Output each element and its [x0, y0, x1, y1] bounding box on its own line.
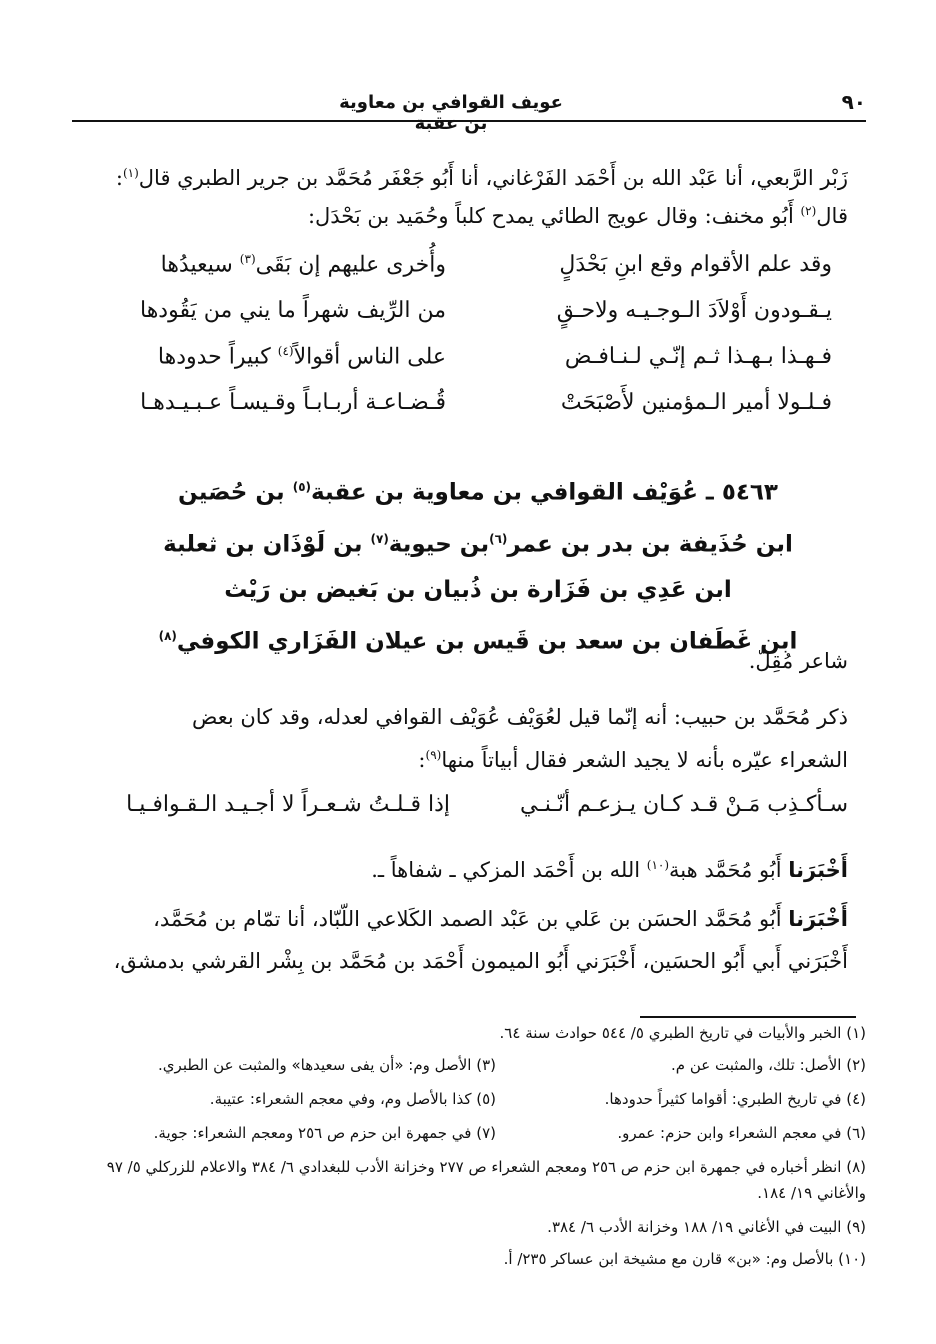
footnote-ref: (٩)	[425, 748, 442, 762]
footnote-6: (٦) في معجم الشعراء وابن حزم: عمرو.	[617, 1124, 866, 1142]
footnote-9: (٩) البيت في الأغاني ١٩/ ١٨٨ وخزانة الأدب ٦/ ٣٨٤.	[547, 1218, 866, 1236]
verse-text: على الناس أقوالاً	[293, 344, 446, 370]
footnote-1: (١) الخبر والأبيات في تاريخ الطبري ٥/ ٥٤٤ حوادث سنة ٦٤.	[499, 1024, 866, 1042]
verse-hemistich-second	[158, 344, 446, 369]
entry-text: ابن حُذَيفة بن بدر بن عمر	[507, 531, 793, 558]
footnote-2: (٢) الأصل: تلك، والمثبت عن م.	[671, 1056, 866, 1074]
paragraph-text: زَبْر الرَّبعي، أنا عَبْد الله بن أَحْمَد الفَرْغاني، أنا أَبُو جَعْفَر مُحَمَّد بن جرير الطبري قال	[138, 166, 848, 190]
colon: :	[115, 166, 123, 190]
entry-text: بن حيوية	[388, 531, 490, 558]
footnote-4: (٤) في تاريخ الطبري: أقواما كثيراً حدودها.	[604, 1090, 866, 1108]
verse-hemistich-first: وقد علم الأقوام وقع ابنِ بَحْدَلٍ	[559, 252, 832, 277]
footnote-3: (٣) الأصل وم: «أن يفى سعيدها» والمثبت عن الطبري.	[158, 1056, 496, 1074]
verse-hemistich-second	[161, 252, 446, 277]
isnad-line-1	[80, 846, 848, 889]
entry-text: ٥٤٦٣ ـ عُوَيْف القوافي بن معاوية بن عقبة	[311, 479, 778, 506]
footnote-ref: (٨)	[158, 629, 177, 644]
footnote-ref: (١)	[122, 166, 139, 180]
footnote-ref: (١٠)	[646, 858, 670, 872]
verse-hemistich-second: إذا قـلـتُ شـعـراً لا أجـيـد الـقـوافـيـا	[126, 792, 450, 817]
verse-text: سيعيدُها	[160, 252, 233, 278]
paragraph-text: قال	[816, 204, 848, 228]
verse-hemistich-first: سـأكـذِب مَـنْ قـد كـان يـزعـم أنّـنـي	[519, 792, 848, 817]
paragraph-1-line-1	[80, 154, 848, 197]
akhbarana-keyword: أَخْبَرَنا	[788, 907, 848, 931]
poet-description: شاعر مُقِلّ.	[748, 649, 848, 673]
paragraph-2-line-2	[80, 736, 848, 779]
entry-heading-line: ابن عَدِي بن فَزَارة بن ذُبيان بن بَغيض بن رَيْث	[224, 577, 732, 604]
footnote-ref: (٣)	[239, 252, 256, 266]
entry-text: ابن غَطَفان بن سعد بن قَيس بن عيلان الفَزَاري الكوفي	[176, 628, 798, 655]
header-rule	[72, 120, 866, 122]
verse-hemistich-second: قُـضـاعـة أربـابـاً وقـيسـاً عـبـيـدهـا	[140, 390, 446, 415]
akhbarana-keyword: أَخْبَرَنا	[788, 858, 848, 882]
footnote-10: (١٠) بالأصل وم: «بن» قارن مع مشيخة ابن عساكر ٢٣٥/ أ.	[503, 1250, 866, 1268]
footnote-7: (٧) في جمهرة ابن حزم ص ٢٥٦ ومعجم الشعراء: جوية.	[153, 1124, 496, 1142]
running-header-title: عويف القوافي بن معاوية بن عقبة	[339, 92, 563, 134]
verse-text: كبيراً حدودها	[157, 344, 271, 370]
verse-text: وأُخرى عليهم إن بَقَى	[255, 252, 446, 278]
verse-hemistich-first: يـقـودون أَوْلاَدَ الـوجـيـه ولاحـقٍ	[556, 298, 832, 323]
entry-text: بن لَوْذَان بن ثعلبة	[163, 531, 363, 558]
paragraph-1-line-2	[80, 192, 848, 235]
footnote-separator	[640, 1016, 856, 1018]
entry-text: بن حُصَين	[178, 479, 285, 506]
paragraph-text: الشعراء عيّره بأنه لا يجيد الشعر فقال أبياتاً منها	[441, 748, 848, 772]
verse-hemistich-second: من الرِّيف شهراً ما يني من يَقُودها	[139, 298, 446, 323]
verse-hemistich-first: فـهـذا بـهـذا ثـم إنّـي لـنـافـض	[564, 344, 832, 369]
footnote-ref: (٧)	[370, 531, 389, 546]
verse-hemistich-first: فـلـولا أمير الـمؤمنين لأَصْبَحَتْ	[560, 390, 832, 415]
paragraph-text: أَبُو مخنف: وقال عويج الطائي يمدح كلباً وحُمَيد بن بَحْدَل:	[307, 204, 794, 228]
footnote-ref: (٤)	[277, 344, 294, 358]
footnote-ref: (٢)	[800, 204, 817, 218]
entry-heading-line	[100, 464, 856, 516]
footnote-ref: (٦)	[489, 531, 508, 546]
entry-heading-line	[100, 516, 856, 568]
footnote-ref: (٥)	[292, 480, 312, 494]
isnad-line-2	[80, 900, 848, 938]
footnote-5: (٥) كذا بالأصل وم، وفي معجم الشعراء: عتيبة.	[209, 1090, 496, 1108]
paragraph-text: أَبُو مُحَمَّد الحسَن بن عَلي بن عَبْد الصمد الكَلاعي اللّبّاد، أنا تمّام بن مُحَمَّد،	[153, 907, 782, 931]
paragraph-2-line-1: ذكر مُحَمَّد بن حبيب: أنه إنّما قيل لعُوَيْف عُوَيْف القوافي لعدله، وقد كان بعض	[191, 705, 848, 729]
entry-heading	[100, 464, 856, 665]
footnote-8: (٨) انظر أخباره في جمهرة ابن حزم ص ٢٥٦ ومعجم الشعراء ص ٢٧٧ وخزانة الأدب للبغدادي ٦/ ٣٨٤ والاعلام للزركلي ٥/ ٩٧ والأغاني ١٩/ ١٨٤.	[106, 1158, 866, 1202]
paragraph-text: أَبُو مُحَمَّد هبة	[669, 858, 782, 882]
page-number: ٩٠	[841, 90, 866, 114]
paragraph-text: الله بن أَحْمَد المزكي ـ شفاهاً ـ.	[371, 858, 641, 882]
colon: :	[418, 748, 426, 772]
isnad-line-3: أَخْبَرَني أَبي أَبُو الحسَين، أَخْبَرَني أَبُو الميمون أَحْمَد بن مُحَمَّد بن بِشْر القرشي بدمشق،	[113, 949, 848, 973]
